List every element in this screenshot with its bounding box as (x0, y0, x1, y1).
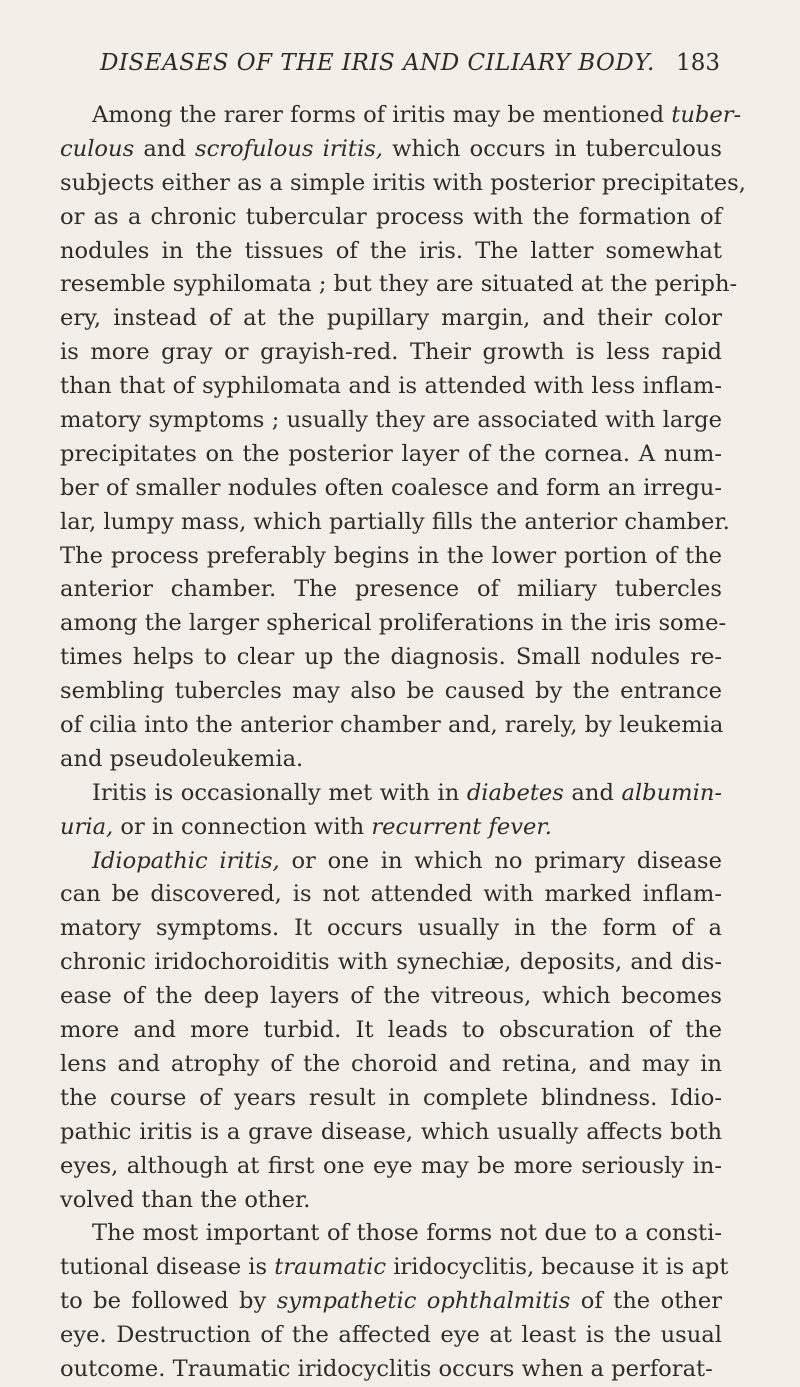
italic-text: albumin- (621, 779, 722, 806)
text-run: eyes, although at first one eye may be more seriously in- (60, 1152, 722, 1179)
text-line (60, 709, 722, 743)
text-line (60, 438, 722, 472)
italic-text: culous (60, 135, 135, 162)
text-run: lar, lumpy mass, which partially fills the anterior chamber. (60, 508, 730, 535)
text-line (60, 675, 722, 709)
text-run: which occurs in tuberculous (383, 135, 722, 162)
text-run: times helps to clear up the diagnosis. Small nodules re- (60, 644, 722, 671)
text-run: and (563, 779, 622, 806)
text-run: resemble syphilomata ; but they are situated at the periph- (60, 271, 738, 298)
text-line (60, 1251, 729, 1285)
running-title: DISEASES OF THE IRIS AND CILIARY BODY. (100, 50, 655, 76)
text-line (60, 946, 722, 980)
text-run: ber of smaller nodules often coalesce and form an irregu- (60, 474, 722, 501)
text-line (60, 404, 722, 438)
text-line (60, 845, 722, 879)
text-run: than that of syphilomata and is attended with less inflam- (60, 373, 722, 400)
text-line (60, 336, 722, 370)
page-number: 183 (676, 50, 720, 76)
italic-text: scrofulous iritis, (194, 135, 383, 162)
text-run: volved than the other. (60, 1186, 311, 1213)
text-line (60, 167, 746, 201)
text-line (60, 540, 722, 574)
text-line (60, 1285, 722, 1319)
text-line (60, 472, 722, 506)
text-line (60, 811, 722, 845)
text-run: can be discovered, is not attended with marked inflam- (60, 881, 722, 908)
text-line (60, 912, 722, 946)
text-run: sembling tubercles may also be caused by the entrance (60, 678, 722, 705)
text-run: The most important of those forms not due to a consti- (92, 1220, 722, 1247)
text-run: ery, instead of at the pupillary margin, and their color (60, 305, 722, 332)
text-run: and (134, 135, 195, 162)
text-line (60, 641, 722, 675)
body-text (60, 99, 746, 1387)
text-line (60, 607, 727, 641)
text-line (60, 743, 722, 777)
text-line (60, 980, 722, 1014)
text-run: or one in which no primary disease (279, 847, 722, 874)
text-line (60, 1048, 722, 1082)
text-run: is more gray or grayish-red. Their growth is less rapid (60, 339, 722, 366)
text-line (60, 302, 722, 336)
text-run: anterior chamber. The presence of miliary tubercles (60, 576, 722, 603)
text-run: and pseudoleukemia. (60, 745, 304, 772)
text-run: the course of years result in complete blindness. Idio- (60, 1084, 722, 1111)
text-run: pathic iritis is a grave disease, which usually affects both (60, 1118, 722, 1145)
text-line (60, 235, 722, 269)
text-line (60, 878, 722, 912)
text-run: Among the rarer forms of iritis may be mentioned (92, 102, 672, 128)
text-run: precipitates on the posterior layer of the cornea. A num- (60, 440, 722, 467)
text-run: among the larger spherical proliferations in the iris some- (60, 610, 727, 637)
text-run: eye. Destruction of the affected eye at least is the usual (60, 1322, 722, 1349)
text-run: subjects either as a simple iritis with posterior precipitates, (60, 169, 746, 196)
text-run: ease of the deep layers of the vitreous, which becomes (60, 983, 722, 1010)
page-header (88, 50, 720, 90)
text-run: outcome. Traumatic iridocyclitis occurs when a perforat- (60, 1355, 713, 1382)
text-line (60, 506, 730, 540)
italic-text: recurrent fever. (371, 813, 552, 840)
text-run: more and more turbid. It leads to obscuration of the (60, 1017, 722, 1044)
text-run: of the other (570, 1288, 722, 1315)
text-line (60, 1217, 722, 1251)
text-run: of cilia into the anterior chamber and, rarely, by leukemia (60, 712, 724, 739)
text-line (60, 370, 722, 404)
text-line (60, 573, 722, 607)
text-run: nodules in the tissues of the iris. The latter somewhat (60, 237, 722, 264)
text-line (60, 133, 722, 167)
text-line (60, 1353, 722, 1387)
text-run: chronic iridochoroiditis with synechiæ, deposits, and dis- (60, 949, 722, 976)
text-run: or as a chronic tubercular process with the formation of (60, 203, 722, 230)
text-run: lens and atrophy of the choroid and retina, and may in (60, 1050, 722, 1077)
text-run: Iritis is occasionally met with in (92, 779, 467, 806)
text-line (60, 99, 742, 133)
text-line (60, 268, 738, 302)
text-line (60, 1184, 722, 1218)
text-line (60, 1319, 722, 1353)
italic-text: diabetes (466, 779, 564, 806)
text-run: matory symptoms ; usually they are associated with large (60, 407, 722, 434)
text-line (60, 1082, 722, 1116)
text-run: to be followed by (60, 1288, 277, 1315)
italic-text: traumatic (274, 1254, 387, 1281)
italic-text: Idiopathic iritis, (92, 847, 280, 874)
text-line (60, 1116, 722, 1150)
text-run: or in connection with (113, 813, 372, 840)
text-run: tutional disease is (60, 1254, 275, 1281)
italic-text: uria, (60, 813, 114, 840)
text-line (60, 1014, 722, 1048)
text-line (60, 777, 722, 811)
text-run: iridocyclitis, because it is apt (386, 1254, 729, 1281)
text-run: matory symptoms. It occurs usually in the form of a (60, 915, 722, 942)
italic-text: tuber- (671, 102, 742, 128)
text-line (60, 201, 722, 235)
text-run: The process preferably begins in the lower portion of the (60, 542, 722, 569)
italic-text: sympathetic ophthalmitis (276, 1288, 571, 1315)
text-line (60, 1150, 722, 1184)
